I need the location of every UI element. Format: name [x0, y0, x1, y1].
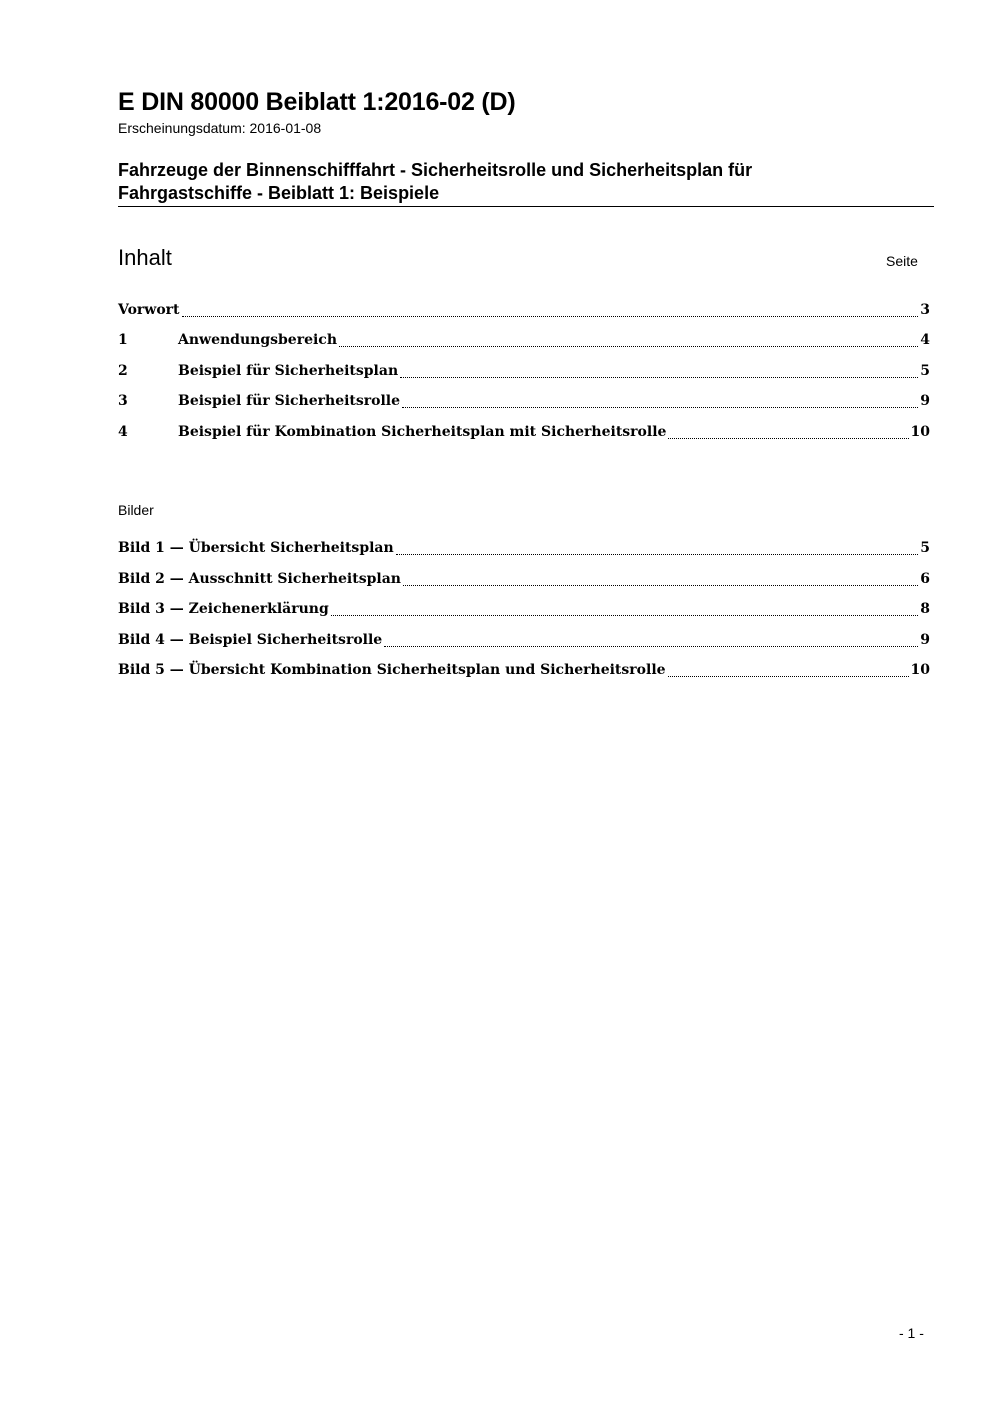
- figure-entry-4[interactable]: [118, 632, 930, 652]
- dot-leader: [339, 345, 918, 347]
- dot-leader: [403, 584, 918, 586]
- page-column-label: Seite: [886, 253, 918, 269]
- toc-entry-3[interactable]: [118, 393, 930, 413]
- toc-entry-label: Beispiel für Kombination Sicherheitsplan mit Sicherheitsrolle: [178, 424, 667, 440]
- figure-entry-label: Bild 2 — Ausschnitt Sicherheitsplan: [118, 571, 401, 587]
- toc-entry-label: Beispiel für Sicherheitsplan: [178, 363, 399, 379]
- dot-leader: [396, 553, 919, 555]
- figure-entry-2[interactable]: [118, 571, 930, 591]
- toc-entry-label: Vorwort: [118, 302, 180, 318]
- toc-entry-number: 1: [118, 332, 128, 348]
- figure-entry-label: Bild 4 — Beispiel Sicherheitsrolle: [118, 632, 383, 648]
- figures-heading: Bilder: [118, 502, 154, 518]
- document-title: [118, 159, 878, 205]
- figure-entry-5[interactable]: [118, 662, 930, 682]
- dot-leader: [402, 406, 918, 408]
- toc-entry-page: 4: [920, 332, 930, 348]
- dot-leader: [331, 614, 918, 616]
- dot-leader: [668, 675, 909, 677]
- dot-leader: [384, 645, 918, 647]
- dot-leader: [400, 376, 918, 378]
- figure-entry-1[interactable]: [118, 540, 930, 560]
- toc-entry-4[interactable]: [118, 424, 930, 444]
- figure-entry-label: Bild 1 — Übersicht Sicherheitsplan: [118, 540, 394, 556]
- toc-entry-2[interactable]: [118, 363, 930, 383]
- figure-entry-page: 10: [910, 662, 930, 678]
- toc-entry-page: 10: [910, 424, 930, 440]
- toc-entry-number: 4: [118, 424, 128, 440]
- figure-entry-page: 8: [920, 601, 930, 617]
- toc-entry-page: 9: [920, 393, 930, 409]
- figure-entry-page: 9: [920, 632, 930, 648]
- toc-entry-1[interactable]: [118, 332, 930, 352]
- figure-entry-label: Bild 5 — Übersicht Kombination Sicherheitsplan und Sicherheitsrolle: [118, 662, 666, 678]
- toc-entry-label: Beispiel für Sicherheitsrolle: [178, 393, 401, 409]
- dot-leader: [182, 315, 919, 317]
- title-divider: [118, 206, 934, 207]
- toc-entry-page: 3: [920, 302, 930, 318]
- toc-entry-number: 3: [118, 393, 128, 409]
- toc-entry-number: 2: [118, 363, 128, 379]
- publication-date: Erscheinungsdatum: 2016-01-08: [118, 120, 322, 136]
- page-number: - 1 -: [899, 1325, 924, 1341]
- figure-entry-label: Bild 3 — Zeichenerklärung: [118, 601, 329, 617]
- toc-entry-label: Anwendungsbereich: [178, 332, 337, 348]
- toc-entry-vorwort[interactable]: [118, 302, 930, 322]
- document-id: E DIN 80000 Beiblatt 1:2016-02 (D): [118, 88, 516, 116]
- document-title-line-2: Fahrgastschiffe - Beiblatt 1: Beispiele: [118, 183, 440, 203]
- toc-entry-page: 5: [920, 363, 930, 379]
- document-title-line-1: Fahrzeuge der Binnenschifffahrt - Sicherheitsrolle und Sicherheitsplan für: [118, 160, 753, 180]
- toc-heading: Inhalt: [118, 245, 172, 270]
- figure-entry-page: 6: [920, 571, 930, 587]
- figure-entry-page: 5: [920, 540, 930, 556]
- dot-leader: [668, 437, 908, 439]
- figure-entry-3[interactable]: [118, 601, 930, 621]
